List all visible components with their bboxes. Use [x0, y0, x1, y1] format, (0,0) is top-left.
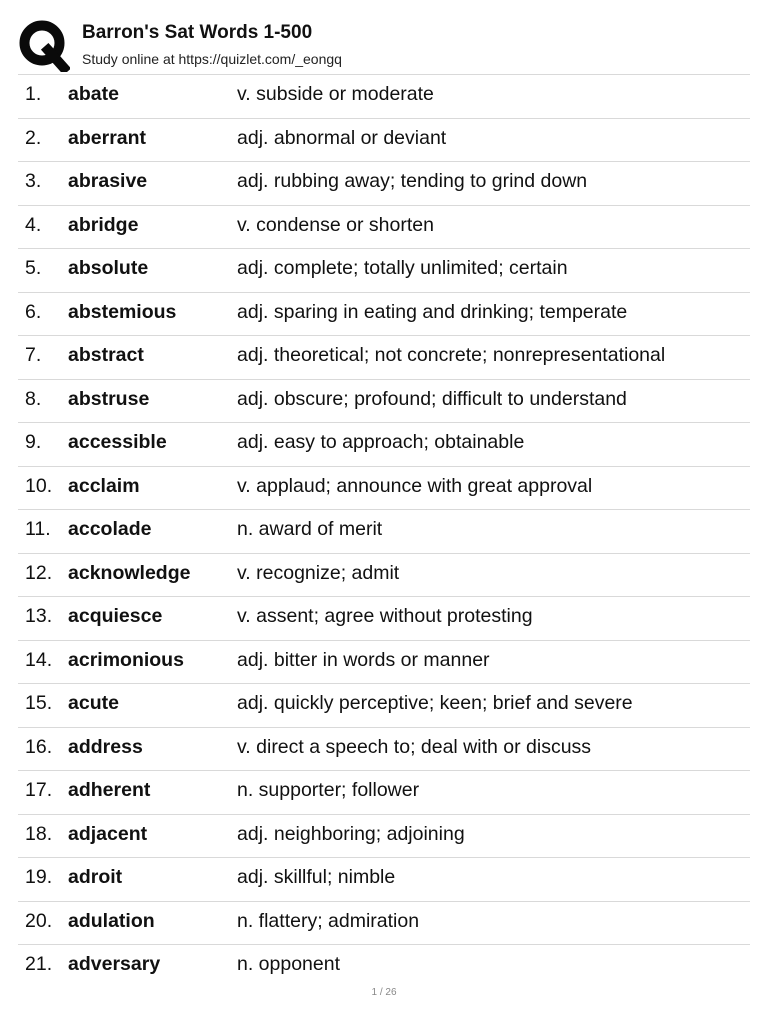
term-number: 18. — [25, 822, 53, 845]
term-row — [18, 641, 750, 685]
term-number: 20. — [25, 909, 53, 932]
page-number: 1 / 26 — [371, 987, 397, 998]
term-row — [18, 771, 750, 815]
term-word: absolute — [68, 257, 149, 279]
term-row — [18, 380, 750, 424]
term-number: 11. — [25, 518, 51, 540]
term-word: acknowledge — [68, 561, 191, 584]
term-definition: adj. abnormal or deviant — [237, 126, 447, 149]
term-word: abstract — [68, 344, 144, 366]
term-word: acute — [68, 692, 119, 714]
term-word: aberrant — [68, 126, 147, 149]
term-row — [18, 815, 750, 859]
term-row — [18, 945, 750, 989]
term-list — [18, 74, 750, 989]
term-number: 15. — [25, 692, 53, 714]
term-word: accolade — [68, 518, 152, 540]
term-row — [18, 293, 750, 337]
term-definition: v. condense or shorten — [237, 213, 434, 236]
page-title: Barron's Sat Words 1-500 — [82, 22, 313, 43]
term-word: abstruse — [68, 387, 150, 410]
term-definition: n. flattery; admiration — [237, 909, 420, 932]
term-word: accessible — [68, 431, 167, 453]
term-definition: adj. sparing in eating and drinking; temperate — [237, 300, 628, 323]
term-number: 1. — [25, 83, 42, 105]
term-number: 5. — [25, 257, 42, 279]
term-definition: adj. bitter in words or manner — [237, 648, 490, 671]
term-row — [18, 858, 750, 902]
term-row — [18, 554, 750, 598]
term-definition: v. subside or moderate — [237, 83, 434, 105]
term-number: 2. — [25, 126, 42, 149]
term-word: abridge — [68, 213, 139, 236]
term-number: 9. — [25, 431, 42, 453]
term-number: 17. — [25, 779, 53, 801]
study-link-text: Study online at https://quizlet.com/_eongq — [82, 51, 342, 67]
term-definition: v. assent; agree without protesting — [237, 605, 533, 627]
term-word: adversary — [68, 953, 161, 975]
quizlet-logo-icon — [18, 18, 70, 72]
term-word: adulation — [68, 909, 155, 932]
term-word: abstemious — [68, 300, 177, 323]
term-row — [18, 162, 750, 206]
term-number: 19. — [25, 866, 53, 888]
term-number: 10. — [25, 474, 53, 497]
term-row — [18, 336, 750, 380]
term-definition: adj. theoretical; not concrete; nonrepresentational — [237, 344, 666, 366]
term-definition: adj. rubbing away; tending to grind down — [237, 170, 588, 192]
term-word: abrasive — [68, 170, 148, 192]
term-word: acquiesce — [68, 605, 163, 627]
term-definition: adj. easy to approach; obtainable — [237, 431, 525, 453]
term-row — [18, 684, 750, 728]
term-row — [18, 206, 750, 250]
document-header — [18, 18, 750, 74]
term-number: 7. — [25, 344, 42, 366]
term-row — [18, 423, 750, 467]
term-word: abate — [68, 83, 119, 105]
term-word: adjacent — [68, 822, 148, 845]
term-row — [18, 728, 750, 772]
term-definition: n. award of merit — [237, 518, 383, 540]
term-word: adroit — [68, 866, 123, 888]
term-row — [18, 597, 750, 641]
term-number: 3. — [25, 170, 42, 192]
term-definition: adj. skillful; nimble — [237, 866, 396, 888]
term-definition: n. opponent — [237, 953, 341, 975]
term-number: 12. — [25, 561, 53, 584]
term-definition: adj. quickly perceptive; keen; brief and severe — [237, 692, 633, 714]
term-definition: adj. complete; totally unlimited; certain — [237, 257, 568, 279]
term-definition: v. applaud; announce with great approval — [237, 474, 593, 497]
term-definition: v. direct a speech to; deal with or discuss — [237, 735, 592, 758]
term-number: 6. — [25, 300, 42, 323]
term-number: 14. — [25, 648, 53, 671]
term-number: 13. — [25, 605, 53, 627]
term-number: 21. — [25, 953, 53, 975]
term-definition: adj. neighboring; adjoining — [237, 822, 465, 845]
term-row — [18, 75, 750, 119]
term-word: acrimonious — [68, 648, 184, 671]
term-definition: v. recognize; admit — [237, 561, 400, 584]
term-row — [18, 119, 750, 163]
term-definition: n. supporter; follower — [237, 779, 420, 801]
term-word: acclaim — [68, 474, 140, 497]
term-row — [18, 249, 750, 293]
term-word: address — [68, 735, 143, 758]
term-number: 16. — [25, 735, 53, 758]
term-number: 4. — [25, 213, 42, 236]
term-definition: adj. obscure; profound; difficult to understand — [237, 387, 627, 410]
term-word: adherent — [68, 779, 151, 801]
term-row — [18, 467, 750, 511]
term-number: 8. — [25, 387, 42, 410]
term-row — [18, 510, 750, 554]
term-row — [18, 902, 750, 946]
